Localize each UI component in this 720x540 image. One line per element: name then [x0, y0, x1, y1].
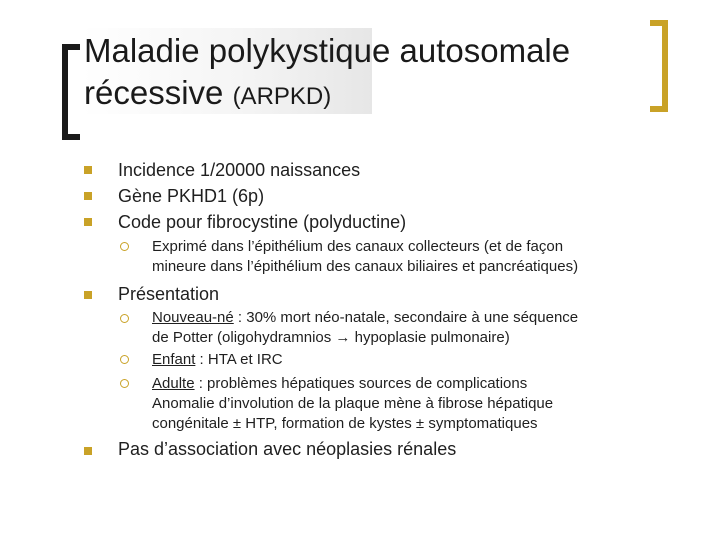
circle-bullet-icon: [120, 314, 129, 323]
square-bullet-icon: [84, 218, 92, 226]
adult-continuation-1: Anomalie d’involution de la plaque mène à fibrose hépatique: [152, 395, 554, 412]
adult-continuation-2: congénitale ± HTP, formation de kystes ± symptomatiques: [152, 415, 538, 432]
bullet-no-neoplasia: Pas d’association avec néoplasies rénales: [118, 439, 457, 459]
child-term: Enfant: [152, 351, 196, 368]
circle-bullet-icon: [120, 355, 129, 364]
circle-bullet-icon: [120, 379, 129, 388]
title-line-1: Maladie polykystique autosomale: [84, 32, 571, 69]
child-text: : HTA et IRC: [199, 351, 283, 368]
circle-bullet-icon: [120, 242, 129, 251]
bullet-presentation: Présentation: [118, 284, 220, 304]
title-line-2-main: récessive: [84, 74, 224, 111]
adult-text: : problèmes hépatiques sources de complications: [198, 375, 528, 392]
square-bullet-icon: [84, 166, 92, 174]
sub-bullet-adult: [152, 374, 682, 434]
adult-term: Adulte: [152, 375, 195, 392]
square-bullet-icon: [84, 192, 92, 200]
sub-bullet-expression: [152, 237, 682, 277]
title-bracket-right: [650, 20, 668, 112]
sub-bullet-child: [152, 350, 682, 370]
square-bullet-icon: [84, 291, 92, 299]
title-bracket-left: [62, 44, 80, 140]
newborn-continuation: de Potter (oligohydramnios → hypoplasie pulmonaire): [152, 329, 510, 346]
slide-title: [84, 30, 570, 118]
bullet-gene: Gène PKHD1 (6p): [118, 186, 265, 206]
expression-line-2: mineure dans l’épithélium des canaux biliaires et pancréatiques): [152, 258, 579, 275]
expression-line-1: Exprimé dans l’épithélium des canaux collecteurs (et de façon: [152, 238, 564, 255]
bullet-fibrocystine: Code pour fibrocystine (polyductine): [118, 212, 407, 232]
square-bullet-icon: [84, 447, 92, 455]
newborn-term: Nouveau-né: [152, 309, 234, 326]
newborn-text: : 30% mort néo-natale, secondaire à une séquence: [237, 309, 579, 326]
bullet-incidence: Incidence 1/20000 naissances: [118, 160, 361, 180]
title-line-2-abbrev: (ARPKD): [232, 83, 332, 110]
sub-bullet-newborn: [152, 308, 682, 348]
